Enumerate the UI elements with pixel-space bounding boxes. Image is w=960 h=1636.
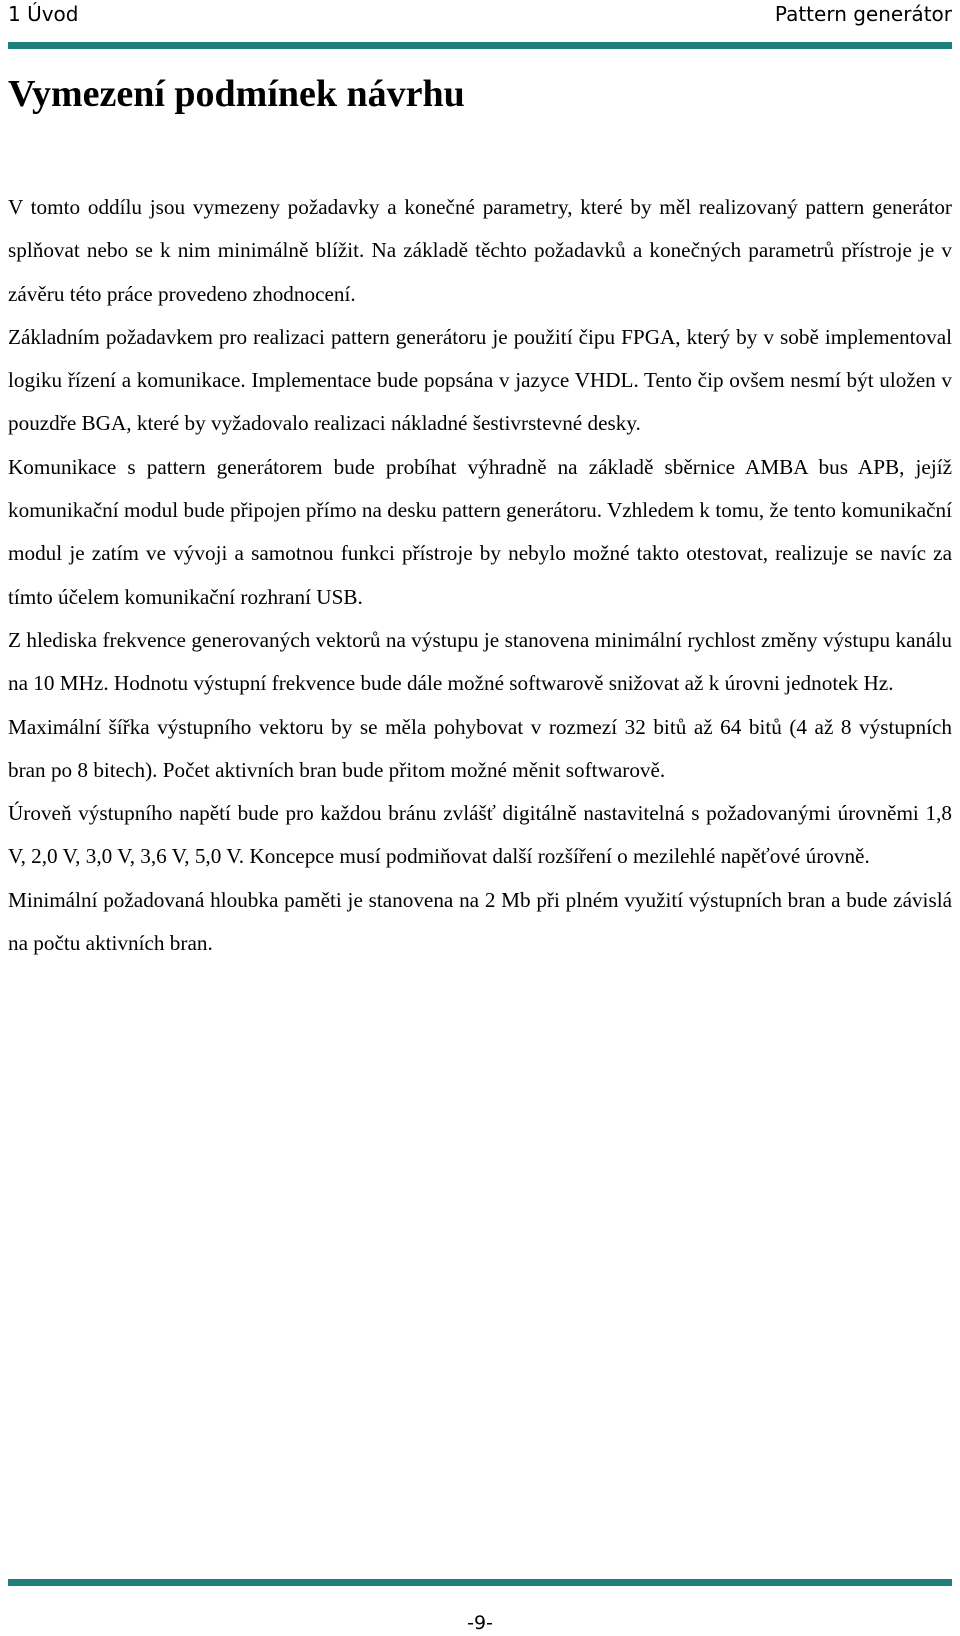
body-text xyxy=(8,186,952,965)
paragraph-frequency: Z hlediska frekvence generovaných vektorů na výstupu je stanovena minimální rychlost změny výstupu kanálu na 10 MHz. Hodnotu výstupní frekvence bude dále možné softwarově snižovat až k úrovni jednotek Hz. xyxy=(8,627,952,696)
paragraph-fpga: Základním požadavkem pro realizaci pattern generátoru je použití čipu FPGA, který by v sobě implementoval logiku řízení a komunikace. Implementace bude popsána v jazyce VHDL. Tento čip ovšem nesmí být uložen v pouzdře BGA, které by vyžadovalo realizaci nákladné šestivrstevné desky. xyxy=(8,324,952,436)
header-chapter: 1 Úvod xyxy=(8,2,79,26)
paragraph-voltage: Úroveň výstupního napětí bude pro každou bránu zvlášť digitálně nastavitelná s požadovanými úrovněmi 1,8 V, 2,0 V, 3,0 V, 3,6 V, 5,0 V. Koncepce musí podmiňovat další rozšíření o mezilehlé napěťové úrovně. xyxy=(8,801,952,869)
header-document-title: Pattern generátor xyxy=(774,2,952,26)
paragraph-communication: Komunikace s pattern generátorem bude probíhat výhradně na základě sběrnice AMBA bus APB, jejíž komunikační modul bude připojen přímo na desku pattern generátoru. Vzhledem k tomu, že tento komunikační modul je zatím ve vývoji a samotnou funkci přístroje by nebylo možné takto otestovat, realizuje se navíc za tímto účelem komunikační rozhraní USB. xyxy=(8,454,952,609)
paragraph-intro: V tomto oddílu jsou vymezeny požadavky a konečné parametry, které by měl realizovaný pattern generátor splňovat nebo se k nim minimálně blížit. Na základě těchto požadavků a konečných parametrů přístroje je v závěru této práce provedeno zhodnocení. xyxy=(8,195,952,306)
header-rule xyxy=(8,42,952,49)
footer-rule xyxy=(8,1579,952,1586)
paragraph-vector-width: Maximální šířka výstupního vektoru by se měla pohybovat v rozmezí 32 bitů až 64 bitů (4 až 8 výstupních bran po 8 bitech). Počet aktivních bran bude přitom možné měnit softwarově. xyxy=(8,714,952,782)
paragraph-memory: Minimální požadovaná hloubka paměti je stanovena na 2 Mb při plném využití výstupních bran a bude závislá na počtu aktivních bran. xyxy=(8,887,952,956)
page-number: -9- xyxy=(467,1612,493,1634)
section-title: Vymezení podmínek návrhu xyxy=(8,73,465,115)
